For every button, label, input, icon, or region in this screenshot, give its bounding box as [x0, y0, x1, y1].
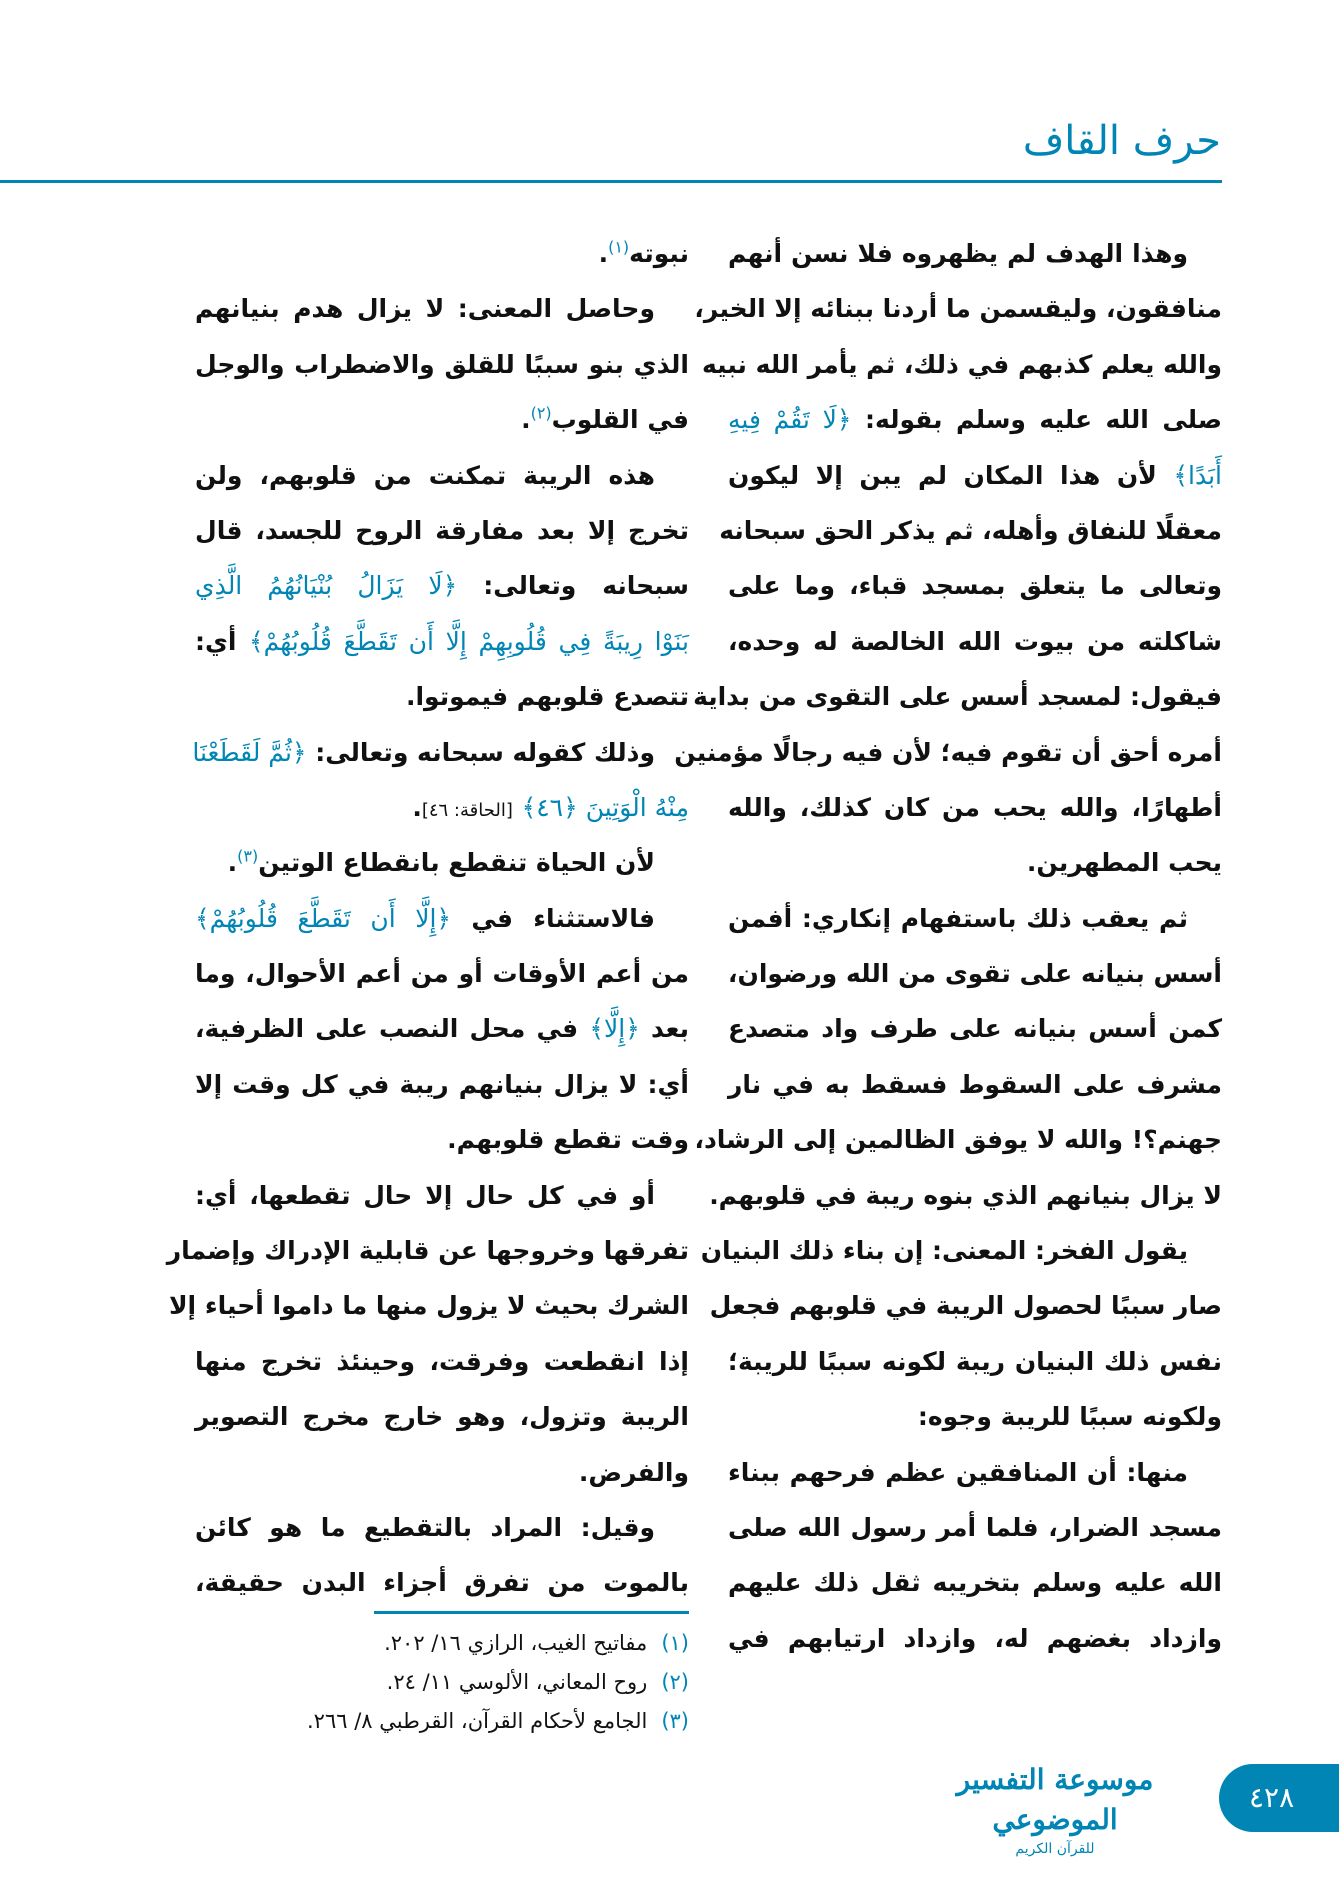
text-run: أسس بنيانه على تقوى من الله ورضوان،	[728, 959, 1222, 989]
text-run: أي: لا يزال بنيانهم ريبة في كل وقت إلا	[195, 1069, 689, 1099]
left-text-column	[166, 226, 690, 1611]
page-number-badge: ٤٢٨	[1219, 1764, 1339, 1832]
text-run: .	[227, 848, 238, 878]
footnote-text: روح المعاني، الألوسي ١١/ ٢٤.	[386, 1670, 648, 1694]
text-run: تفرقها وخروجها عن قابلية الإدراك وإضمار	[166, 1236, 689, 1266]
footnote	[195, 1624, 689, 1663]
text-run: لأن هذا المكان لم يبن إلا ليكون	[728, 460, 1174, 490]
text-run: لا يزال بنيانهم الذي بنوه ريبة في قلوبهم.	[709, 1180, 1222, 1210]
text-run: وازداد بغضهم له، وازداد ارتيابهم في	[728, 1623, 1222, 1653]
text-run: مشرف على السقوط فسقط به في نار	[728, 1069, 1222, 1099]
text-run: أطهارًا، والله يحب من كان كذلك، والله	[728, 792, 1222, 822]
text-run: من أعم الأوقات أو من أعم الأحوال، وما	[195, 959, 689, 989]
text-run: شاكلته من بيوت الله الخالصة له وحده،	[728, 626, 1222, 656]
footnotes	[195, 1624, 689, 1741]
text-line	[728, 1334, 1222, 1389]
text-line	[168, 1278, 689, 1333]
footnote-marker: (١)	[608, 237, 630, 257]
text-line	[195, 835, 689, 890]
text-run: وقت تقطع قلوبهم.	[447, 1125, 689, 1155]
text-run: أي:	[195, 626, 249, 656]
text-line	[195, 337, 689, 392]
text-line	[728, 891, 1222, 946]
text-run: لأن الحياة تنقطع بانقطاع الوتين	[258, 848, 655, 878]
text-line	[700, 1223, 1222, 1278]
text-line	[728, 1555, 1222, 1610]
text-line	[728, 1057, 1222, 1112]
text-line	[195, 281, 689, 336]
text-run: أو في كل حال إلا حال تقطعها، أي:	[195, 1180, 655, 1210]
footnote-number: (٣)	[661, 1709, 689, 1733]
text-line	[728, 946, 1222, 1001]
footnote-text: مفاتيح الغيب، الرازي ١٦/ ٢٠٢.	[384, 1631, 648, 1655]
text-run: هذه الريبة تمكنت من قلوبهم، ولن	[195, 460, 655, 490]
quran-verse: ﴿إِلَّا أَن تَقَطَّعَ قُلُوبُهُمْ﴾	[195, 903, 452, 933]
text-line	[728, 1500, 1222, 1555]
quran-verse: مِنْهُ الْوَتِينَ ﴿٤٦﴾	[521, 792, 689, 822]
text-run: منافقون، وليقسمن ما أردنا ببنائه إلا الخير،	[694, 294, 1222, 324]
text-line	[709, 1278, 1222, 1333]
text-line	[195, 1334, 689, 1389]
header-divider	[0, 180, 1222, 183]
text-run: في محل النصب على الظرفية،	[195, 1014, 590, 1044]
text-line	[195, 226, 689, 281]
text-line	[195, 1555, 689, 1610]
text-line	[195, 1445, 689, 1500]
text-line	[195, 1001, 689, 1056]
text-line	[195, 1112, 689, 1167]
text-run: وتعالى ما يتعلق بمسجد قباء، وما على	[728, 571, 1222, 601]
text-line	[728, 448, 1222, 503]
text-run: الريبة وتزول، وهو خارج مخرج التصوير	[195, 1402, 689, 1432]
text-run: ولكونه سببًا للريبة وجوه:	[917, 1402, 1222, 1432]
text-line	[728, 558, 1222, 613]
quran-verse: ﴿ثُمَّ لَقَطَعْنَا	[192, 737, 307, 767]
quran-verse: ﴿لَا يَزَالُ بُنْيَانُهُمُ الَّذِي	[195, 571, 458, 601]
verse-reference: [الحاقة: ٤٦]	[421, 799, 513, 821]
footnote-marker: (٣)	[237, 846, 259, 866]
text-run: بعد	[639, 1014, 689, 1044]
footnote-divider	[374, 1611, 689, 1614]
text-line	[728, 1001, 1222, 1056]
footnote	[195, 1663, 689, 1702]
text-line	[195, 1168, 689, 1223]
text-run: والفرض.	[578, 1457, 689, 1487]
text-run: إذا انقطعت وفرقت، وحينئذ تخرج منها	[195, 1346, 689, 1376]
text-run: الذي بنو سببًا للقلق والاضطراب والوجل	[195, 349, 689, 379]
text-run: تتصدع قلوبهم فيموتوا.	[405, 682, 689, 712]
logo-subtitle: للقرآن الكريم	[1015, 1841, 1095, 1857]
quran-verse: ﴿لَا تَقُمْ فِيهِ	[728, 405, 852, 435]
text-line	[195, 780, 689, 835]
text-run: وحاصل المعنى: لا يزال هدم بنيانهم	[195, 294, 655, 324]
text-run: صار سببًا لحصول الريبة في قلوبهم فجعل	[709, 1291, 1222, 1321]
text-line	[728, 226, 1222, 281]
text-line	[728, 1611, 1222, 1666]
text-run: وذلك كقوله سبحانه وتعالى:	[306, 737, 655, 767]
quran-verse: بَنَوْا رِيبَةً فِي قُلُوبِهِمْ إِلَّا أَن تَقَطَّعَ قُلُوبُهُمْ﴾	[248, 626, 690, 656]
footnote-text: الجامع لأحكام القرآن، القرطبي ٨/ ٢٦٦.	[306, 1709, 648, 1733]
text-run: جهنم؟! والله لا يوفق الظالمين إلى الرشاد،	[694, 1125, 1222, 1155]
text-run: .	[412, 792, 422, 822]
text-line	[674, 725, 1222, 780]
text-run: نبوته	[629, 239, 689, 268]
text-run: وقيل: المراد بالتقطيع ما هو كائن	[195, 1512, 655, 1542]
text-line	[166, 1223, 689, 1278]
footnote-number: (٢)	[661, 1670, 689, 1694]
text-line	[728, 1445, 1222, 1500]
right-text-column	[674, 226, 1222, 1666]
text-run: الشرك بحيث لا يزول منها ما داموا أحياء إلا	[168, 1291, 689, 1321]
text-line	[195, 1389, 689, 1444]
text-run: فالاستثناء في	[451, 903, 656, 933]
text-run: أمره أحق أن تقوم فيه؛ لأن فيه رجالًا مؤمنين	[674, 737, 1222, 767]
text-run: الله عليه وسلم بتخريبه ثقل ذلك عليهم	[728, 1568, 1222, 1598]
text-run: معقلًا للنفاق وأهله، ثم يذكر الحق سبحانه	[719, 515, 1222, 545]
text-run: سبحانه وتعالى:	[457, 571, 689, 601]
text-run: والله يعلم كذبهم في ذلك، ثم يأمر الله نبيه	[701, 349, 1222, 379]
text-line	[728, 614, 1222, 669]
logo-title: موسوعة التفسير الموضوعي	[956, 1763, 1154, 1836]
text-run: كمن أسس بنيانه على طرف واد متصدع	[728, 1014, 1222, 1044]
text-line	[709, 1168, 1222, 1223]
text-line	[694, 281, 1222, 336]
section-title: حرف القاف	[1022, 118, 1221, 164]
text-line	[728, 1389, 1222, 1444]
footnote-number: (١)	[661, 1631, 689, 1655]
text-line	[728, 780, 1222, 835]
text-line	[693, 669, 1222, 724]
text-run: .	[598, 239, 609, 268]
text-line	[694, 1112, 1222, 1167]
text-line	[195, 891, 689, 946]
text-run: يحب المطهرين.	[1026, 848, 1222, 878]
text-run: بالموت من تفرق أجزاء البدن حقيقة،	[195, 1568, 689, 1598]
footnote-marker: (٢)	[530, 403, 552, 423]
text-run	[513, 793, 522, 822]
encyclopedia-logo	[930, 1760, 1180, 1858]
text-run: فيقول: لمسجد أسس على التقوى من بداية	[693, 682, 1222, 712]
text-line	[195, 669, 689, 724]
quran-verse: ﴿إِلَّا﴾	[589, 1014, 640, 1044]
text-line	[701, 337, 1222, 392]
quran-verse: أَبَدًا﴾	[1173, 460, 1222, 490]
text-run: وهذا الهدف لم يظهروه فلا نسن أنهم	[728, 239, 1188, 268]
text-line	[195, 558, 689, 613]
text-line	[195, 1500, 689, 1555]
text-run: صلى الله عليه وسلم بقوله:	[851, 405, 1222, 435]
text-line	[728, 835, 1222, 890]
text-line	[192, 725, 689, 780]
text-line	[719, 503, 1222, 558]
text-line	[195, 946, 689, 1001]
text-run: في القلوب	[551, 405, 689, 435]
text-line	[728, 392, 1222, 447]
text-line	[195, 1057, 689, 1112]
text-run: ثم يعقب ذلك باستفهام إنكاري: أفمن	[728, 903, 1188, 933]
text-run: نفس ذلك البنيان ريبة لكونه سببًا للريبة؛	[728, 1346, 1222, 1376]
text-line	[195, 392, 689, 447]
text-run: .	[521, 405, 531, 435]
text-run: تخرج إلا بعد مفارقة الروح للجسد، قال	[195, 515, 689, 545]
footnote	[195, 1702, 689, 1741]
text-line	[195, 614, 689, 669]
text-line	[195, 503, 689, 558]
text-run: منها: أن المنافقين عظم فرحهم ببناء	[728, 1457, 1188, 1487]
text-run: يقول الفخر: المعنى: إن بناء ذلك البنيان	[700, 1236, 1188, 1266]
text-run: مسجد الضرار، فلما أمر رسول الله صلى	[728, 1512, 1222, 1542]
text-line	[195, 448, 689, 503]
